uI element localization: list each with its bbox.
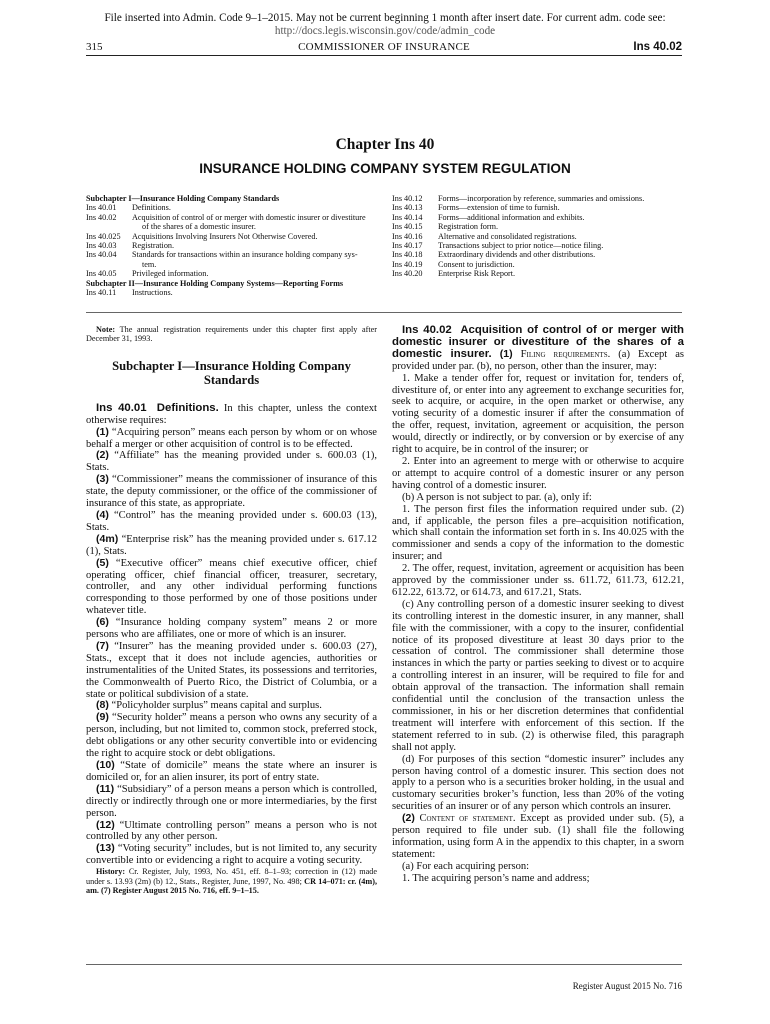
toc-num: Ins 40.16 [392,231,423,241]
toc-row[interactable] [86,250,376,269]
definition: (9) “Security holder” means a person who owns any security of a person, including, but not limited to, common stock, preferred stock, debt obligations or any other security convertible into or evidencing the right to acquire stock or debt obligations. [86,711,378,760]
chapter-subtitle: INSURANCE HOLDING COMPANY SYSTEM REGULATION [199,161,571,176]
register-footer: Register August 2015 No. 716 [572,981,682,991]
toc-row[interactable] [392,213,684,222]
toc-num: Ins 40.15 [392,222,423,232]
toc-row[interactable] [392,232,684,241]
paragraph: 2. Enter into an agreement to merge with or otherwise to acquire or attempt to acquire control of a domestic insurer or any person having control of a domestic insurer. [392,455,684,491]
toc-num: Ins 40.05 [86,269,117,279]
definition: (8) “Policyholder surplus” means capital and surplus. [96,699,322,712]
toc-title: Consent to jurisdiction. [438,259,515,269]
toc-title: Privileged information. [132,269,209,279]
toc-divider [86,312,682,313]
toc-row[interactable] [86,269,376,278]
toc-title: Registration. [132,241,175,251]
left-column [86,325,377,895]
definition: (5) “Executive officer” means chief executive officer, chief operating officer, chief financial officer, treasurer, secretary, controller, and any other individual performing functions corresponding to those performed by one of those positions under whatever title. [86,556,377,617]
toc-row[interactable] [86,288,376,297]
history-note: History: Cr. Register, July, 1993, No. 451, eff. 8–1–93; correction in (12) made under s. 13.93 (2m) (b) 12., Stats., Register, June, 1997, No. 498; CR 14–071: cr. (4m), am. (7) Register August 2015 No. 716, eff. 9–1–15. [86,867,378,895]
paragraph: 2. The offer, request, invitation, agreement or acquisition has been approved by the commissioner under ss. 611.72, 611.73, 612.21, 612.22, 613.72, or 614.73, and 617.21, Stats. [392,563,684,598]
definition: (2) “Affiliate” has the meaning provided under s. 600.03 (1), Stats. [86,449,377,474]
subchapter-heading: Subchapter I—Insurance Holding Company Standards [112,358,351,388]
definition: (6) “Insurance holding company system” means 2 or more persons who are affiliates, one or more of which is an insurer. [86,616,378,641]
toc-row[interactable] [86,232,376,241]
definition: (1) “Acquiring person” means each person by whom or on whose behalf a merger or other acquisition of control is to be effected. [86,425,377,450]
toc-title: Forms—additional information and exhibits. [438,212,585,222]
page-number: 315 [86,41,103,53]
toc-subchapter-2: Subchapter II—Insurance Holding Company Systems—Reporting Forms [86,278,344,288]
toc-row[interactable] [392,269,684,278]
toc-num: Ins 40.01 [86,203,117,213]
section-ins-40-01: Ins 40.01 Definitions. In this chapter, unless the context otherwise requires: [86,401,377,426]
paragraph: (c) Any controlling person of a domestic insurer seeking to divest its controlling interest in the domestic insurer, in any manner, shall file with the commissioner, with a copy to the insurer, confidential notice of its proposed divestiture at least 30 days prior to the cessation of control. The commissioner shall determine those instances in which the party or parties seeking to divest or to acquire a controlling interest in an insurer, will be required to file for and obtain approval of the transaction. The information shall remain confidential until the conclusion of the transaction unless the commissioner, in his or her discretion determines that confidential treatment will interfere with enforcement of this section. If the statement referred to in sub. (2) is otherwise filed, this paragraph shall not apply. [392,598,684,753]
toc-title: Acquisition of control of or merger with domestic insurer or divestiture of the shares of a domestic insurer. [132,212,366,232]
toc-title: Registration form. [438,222,499,232]
notice-url[interactable]: http://docs.legis.wisconsin.gov/code/admin_code [274,25,496,37]
paragraph: 1. The person first files the information required under sub. (2) and, if applicable, the person files a pre–acquisition notification, which shall contain the information set forth in s. Ins 40.025 with the commissioner and sends a copy of the information to the domestic insurer; and [392,503,684,563]
toc-title: Alternative and consolidated registrations. [438,231,577,241]
toc-title: Forms—extension of time to furnish. [438,203,560,213]
note: Note: The annual registration requirements under this chapter first apply after December 31, 1993. [86,325,377,344]
toc-row[interactable] [392,260,684,269]
definition: (4) “Control” has the meaning provided under s. 600.03 (13), Stats. [86,508,377,533]
header-section: Ins 40.02 [633,41,682,53]
paragraph: (a) For each acquiring person: [402,860,530,872]
toc-num: Ins 40.04 [86,250,117,260]
toc-num: Ins 40.18 [392,250,423,260]
notice-text: File inserted into Admin. Code 9–1–2015. May not be current beginning 1 month after insert date. For current adm. code see: [104,12,666,24]
toc-title: Forms—incorporation by reference, summaries and omissions. [438,194,645,203]
definition: (13) “Voting security” includes, but is not limited to, any security convertible into or evidencing a right to acquire a voting security. [86,842,377,867]
toc-title: Extraordinary dividends and other distributions. [438,250,596,260]
toc-title: Acquisitions Involving Insurers Not Otherwise Covered. [132,231,318,241]
toc-title: Definitions. [132,203,171,213]
insert-notice [0,12,770,38]
toc-row[interactable] [392,250,684,259]
footer-divider [86,964,682,965]
toc-row[interactable] [86,213,376,232]
toc-row[interactable] [392,194,684,203]
chapter-title: Chapter Ins 40 [335,136,435,153]
toc-num: Ins 40.11 [86,288,117,298]
toc-right [392,194,684,279]
toc-num: Ins 40.025 [86,231,121,241]
toc-num: Ins 40.13 [392,203,423,213]
right-column [392,325,684,885]
section-ins-40-02: Ins 40.02 Acquisition of control of or merger with domestic insurer or divestiture of the shares of a domestic insurer. (1) Filing requirements. (a) Except as provided under par. (b), no person, other than the insurer, may: [392,324,685,372]
toc-num: Ins 40.19 [392,259,423,269]
paragraph: 1. The acquiring person’s name and address; [402,872,590,884]
toc-num: Ins 40.20 [392,269,423,279]
definition: (10) “State of domicile” means the state where an insurer is domiciled or, for an alien insurer, its port of entry state. [86,759,377,783]
toc-row[interactable] [392,241,684,250]
paragraph: 1. Make a tender offer for, request or invitation for, tenders of, divestiture of, or enter into any agreement to exchange securities for, seek to acquire, or acquire, in the open market or otherwise, any voting security of a domestic insurer if after the consummation of the offer, request, invitation, agreement or acquisition, the person would, directly or indirectly, or by conversion or by exercise of any right to acquire, be in control of the insurer; or [392,372,684,456]
subsection-2: (2) Content of statement. Except as provided under sub. (5), a person required to file under sub. (1) shall file the following information, using form A in the appendix to this chapter, in a sworn statement: [392,812,684,860]
definition: (11) “Subsidiary” of a person means a person which is controlled, directly or indirectly through one or more intermediaries, by the first person. [86,782,378,819]
toc-row[interactable] [86,203,376,212]
running-header [86,41,682,56]
paragraph: (b) A person is not subject to par. (a), only if: [402,491,592,503]
definition: (3) “Commissioner” means the commissioner of insurance of this state, the deputy commissioner, or the office of the commissioner of insurance of this state, as appropriate. [86,473,377,510]
header-agency: COMMISSIONER OF INSURANCE [298,41,470,53]
toc-title: Standards for transactions within an insurance holding company sys- tem. [132,250,358,269]
toc-num: Ins 40.17 [392,241,423,251]
definition: (7) “Insurer” has the meaning provided under s. 600.03 (27), Stats., except that it does not include agencies, authorities or instrumentalities of the United States, its possessions and territories, the Commonwealth of Puerto Rico, the District of Columbia, or a state or political subdivision of a state. [86,639,378,700]
toc-subchapter-1: Subchapter I—Insurance Holding Company Standards [86,194,280,203]
definition: (4m) “Enterprise risk” has the meaning provided under s. 617.12 (1), Stats. [86,532,377,557]
toc-num: Ins 40.14 [392,212,423,222]
toc-title: Instructions. [132,288,173,298]
toc-num: Ins 40.02 [86,212,117,222]
paragraph: (d) For purposes of this section “domestic insurer” includes any person having control of a domestic insurer. This section does not apply to a person who is a securities broker holding, in the usual and customary securities broker’s function, less than 20% of the voting securities of an insurer or of any person which controls an insurer. [392,753,684,813]
toc-num: Ins 40.12 [392,194,423,203]
toc-row[interactable] [392,222,684,231]
toc-title: Enterprise Risk Report. [438,269,516,279]
toc-num: Ins 40.03 [86,241,117,251]
toc-left [86,194,376,297]
toc-row[interactable] [392,203,684,212]
toc-title: Transactions subject to prior notice—notice filing. [438,241,604,251]
toc-row[interactable] [86,241,376,250]
definition: (12) “Ultimate controlling person” means a person who is not controlled by any other person. [86,818,377,843]
